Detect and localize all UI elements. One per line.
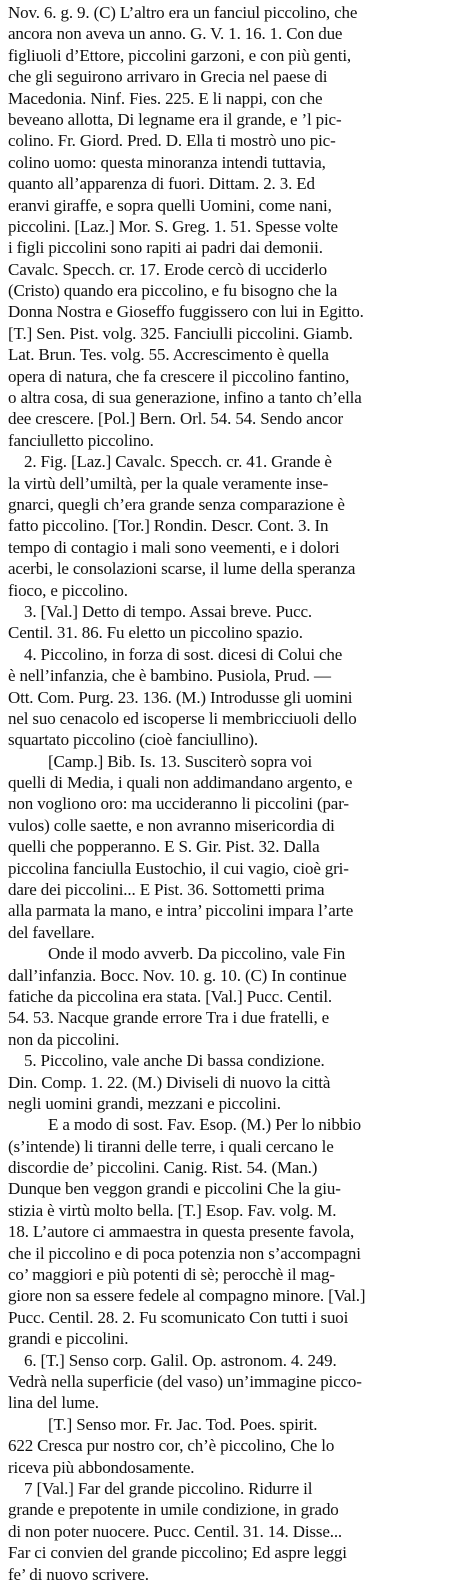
text-line: 6. [T.] Senso corp. Galil. Op. astronom. 4. 249.	[24, 1350, 337, 1370]
text-line: quanto all’apparenza di fuori. Dittam. 2. 3. Ed	[8, 174, 315, 194]
text-line: Vedrà nella superficie (del vaso) un’immagine picco-	[8, 1372, 362, 1391]
text-line: E a modo di sost. Fav. Esop. (M.) Per lo nibbio	[48, 1115, 361, 1135]
text-line: fe’ di nuovo scrivere.	[8, 1564, 149, 1584]
text-line: ancora non aveva un anno. G. V. 1. 16. 1. Con due	[8, 24, 343, 44]
text-line: 4. Piccolino, in forza di sost. dicesi di Colui che	[24, 644, 343, 664]
text-line: stizia è virtù molto bella. [T.] Esop. Fav. volg. M.	[8, 1200, 337, 1220]
text-line: 3. [Val.] Detto di tempo. Assai breve. Pucc.	[24, 601, 313, 621]
text-line: Far ci convien del grande piccolino; Ed aspre leggi	[8, 1543, 347, 1563]
text-line: figliuoli d’Ettore, piccolini garzoni, e con più genti,	[8, 45, 351, 65]
text-line: Nov. 6. g. 9. (C) L’altro era un fanciul piccolino, che	[8, 3, 358, 22]
text-line: Dunque ben veggon grandi e piccolini Che la giu-	[8, 1179, 341, 1199]
text-line: Lat. Brun. Tes. volg. 55. Accrescimento è quella	[8, 345, 329, 365]
text-line: di non poter nuocere. Pucc. Centil. 31. 14. Disse...	[8, 1521, 343, 1541]
text-line: Pucc. Centil. 28. 2. Fu scomunicato Con tutti i suoi	[8, 1307, 349, 1327]
text-line: opera di natura, che fa crescere il piccolino fantino,	[8, 366, 350, 386]
text-line: discordie de’ piccolini. Canig. Rist. 54. (Man.)	[8, 1158, 318, 1178]
text-line: acerbi, le consolazioni scarse, il lume della speranza	[8, 559, 356, 579]
text-line: alla parmata la mano, e intra’ piccolini impara l’arte	[8, 901, 354, 921]
text-line: eranvi giraffe, e sopra quelli Uomini, come nani,	[8, 195, 332, 215]
text-line: lina del lume.	[8, 1393, 99, 1413]
text-line: piccolina fanciulla Eustochio, il cui vagio, cioè gri-	[8, 858, 349, 878]
text-line: co’ maggiori e più potenti di sè; perocchè il mag-	[8, 1265, 335, 1285]
text-line: [T.] Sen. Pist. volg. 325. Fanciulli piccolini. Giamb.	[8, 323, 353, 343]
text-line: grandi e piccolini.	[8, 1329, 129, 1349]
text-line: 622 Cresca pur nostro cor, ch’è piccolino, Che lo	[8, 1436, 335, 1456]
text-line: piccolini. [Laz.] Mor. S. Greg. 1. 51. Spesse volte	[8, 216, 338, 236]
text-line: 2. Fig. [Laz.] Cavalc. Specch. cr. 41. Grande è	[24, 452, 332, 472]
text-line: 54. 53. Nacque grande errore Tra i due fratelli, e	[8, 1008, 330, 1028]
text-line: (s’intende) li tiranni delle terre, i quali cercano le	[8, 1136, 334, 1156]
text-line: Onde il modo avverb. Da piccolino, vale Fin	[48, 944, 346, 964]
text-line: che gli seguirono arrivaro in Grecia nel paese di	[8, 67, 328, 87]
text-line: Donna Nostra e Gioseffo fuggissero con lui in Egitto.	[8, 302, 364, 322]
text-line: o altra cosa, di sua generazione, infino a tanto ch’ella	[8, 388, 362, 408]
text-line: la virtù dell’umiltà, per la quale veramente inse-	[8, 473, 329, 493]
text-line: tempo di contagio i mali sono veementi, e i dolori	[8, 537, 340, 557]
text-line: fatiche da piccolina era stata. [Val.] Pucc. Centil.	[8, 986, 333, 1006]
text-line: quelli di Media, i quali non addimandano argento, e	[8, 773, 353, 793]
text-line: dall’infanzia. Bocc. Nov. 10. g. 10. (C) In continue	[8, 965, 347, 985]
text-line: colino uomo: questa minoranza intendi tuttavia,	[8, 152, 326, 172]
text-line: i figli piccolini sono rapiti ai padri dai demonii.	[8, 238, 323, 258]
text-line: Macedonia. Ninf. Fies. 225. E li nappi, con che	[8, 88, 323, 108]
text-line: (Cristo) quando era piccolino, e fu bisogno che la	[8, 281, 338, 301]
text-line: Centil. 31. 86. Fu eletto un piccolino spazio.	[8, 623, 303, 643]
text-line: dare dei piccolini... E Pist. 36. Sottometti prima	[8, 880, 325, 900]
text-line: non vogliono oro: ma uccideranno li piccolini (par-	[8, 794, 349, 814]
text-line: fanciulletto piccolino.	[8, 430, 154, 450]
text-line: giore non sa essere fedele al compagno minore. [Val.]	[8, 1286, 366, 1306]
text-line: gnarci, quegli ch’era grande senza comparazione è	[8, 494, 345, 514]
text-line: fatto piccolino. [Tor.] Rondin. Descr. Cont. 3. In	[8, 516, 329, 536]
text-line: Ott. Com. Purg. 23. 136. (M.) Introdusse gli uomini	[8, 687, 353, 707]
text-line: 18. L’autore ci ammaestra in questa presente favola,	[8, 1222, 355, 1242]
text-line: colino. Fr. Giord. Pred. D. Ella ti mostrò uno pic-	[8, 131, 336, 151]
text-line: non da piccolini.	[8, 1029, 120, 1049]
text-line: negli uomini grandi, mezzani e piccolini.	[8, 1093, 281, 1113]
text-line: beveano allotta, Di legname era il grande, e ’l pic-	[8, 109, 342, 129]
text-line: che il piccolino e di poca potenzia non s’accompagni	[8, 1243, 361, 1263]
text-line: quelli che popperanno. E S. Gir. Pist. 32. Dalla	[8, 837, 320, 857]
text-line: riceva più abbondosamente.	[8, 1457, 195, 1477]
text-line: Cavalc. Specch. cr. 17. Erode cercò di ucciderlo	[8, 259, 327, 279]
text-line: grande e prepotente in umile condizione, in grado	[8, 1500, 339, 1520]
text-line: nel suo cenacolo ed iscoperse li membricciuoli dello	[8, 708, 357, 728]
text-line: dee crescere. [Pol.] Bern. Orl. 54. 54. Sendo ancor	[8, 409, 344, 429]
text-line: [Camp.] Bib. Is. 13. Susciterò sopra voi	[48, 751, 313, 771]
text-line: è nell’infanzia, che è bambino. Pusiola, Prud. —	[8, 666, 331, 686]
text-line: del favellare.	[8, 922, 95, 942]
text-line: fioco, e piccolino.	[8, 580, 128, 600]
text-line: Din. Comp. 1. 22. (M.) Diviseli di nuovo la città	[8, 1072, 331, 1092]
text-line: [T.] Senso mor. Fr. Jac. Tod. Poes. spirit.	[48, 1414, 318, 1434]
text-line: vulos) colle saette, e non avranno misericordia di	[8, 815, 335, 835]
text-line: squartato piccolino (cioè fanciullino).	[8, 730, 259, 750]
text-line: 7 [Val.] Far del grande piccolino. Ridurre il	[24, 1478, 313, 1498]
text-line: 5. Piccolino, vale anche Di bassa condizione.	[24, 1051, 325, 1071]
